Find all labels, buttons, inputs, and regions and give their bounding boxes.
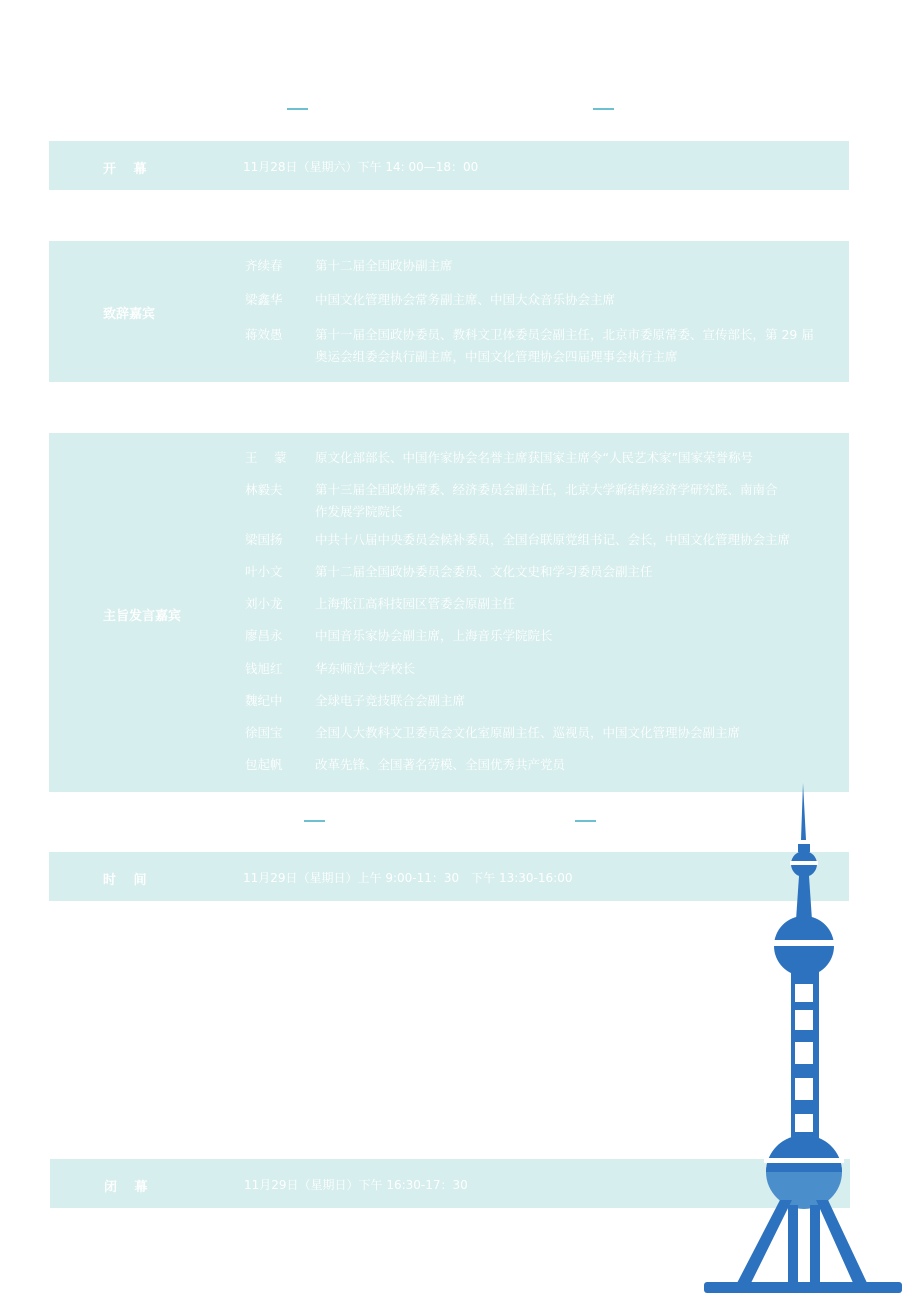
guest-title: 第十三届全国政协常委、经济委员会副主任，北京大学新结构经济学研究院、南南合作发展学院院长 (315, 482, 778, 519)
guest-name: 齐续春 (245, 258, 283, 273)
oriental-pearl-tower-icon (700, 780, 902, 1295)
guest-name: 钱旭红 (245, 661, 283, 676)
guest-name: 包起帆 (245, 757, 283, 772)
divider-dash (287, 108, 308, 110)
session-time-value: 11月29日（星期日）上午 9:00-11：30 下午 13:30-16:00 (243, 871, 573, 885)
guest-name: 王 蒙 (245, 450, 287, 465)
guest-name: 梁国扬 (245, 532, 283, 547)
divider-dash (593, 108, 614, 110)
closing-label: 闭 幕 (104, 1180, 148, 1195)
closing-time: 11月29日（星期日）下午 16:30-17：30 (244, 1178, 468, 1192)
guest-name: 廖昌永 (245, 628, 283, 643)
guest-name: 徐国宝 (245, 725, 283, 740)
guest-title: 全球电子竞技联合会副主席 (315, 693, 466, 708)
guest-title: 中国文化管理协会常务副主席、中国大众音乐协会主席 (315, 292, 616, 307)
keynote-guests-band (49, 433, 849, 792)
session-time-label: 时 间 (103, 873, 147, 888)
guest-title: 第十二届全国政协副主席 (315, 258, 453, 273)
guest-name: 梁鑫华 (245, 292, 283, 307)
guest-title: 第十二届全国政协委员会委员、文化文史和学习委员会副主任 (315, 564, 653, 579)
guest-title: 华东师范大学校长 (315, 661, 416, 676)
guest-name: 叶小文 (245, 564, 283, 579)
guest-title: 上海张江高科技园区管委会原副主任 (315, 596, 516, 611)
divider-dash (304, 820, 325, 822)
guest-name: 魏纪中 (245, 693, 283, 708)
speech-guests-label: 致辞嘉宾 (103, 307, 156, 322)
guest-name: 刘小龙 (245, 596, 283, 611)
guest-title: 中国音乐家协会副主席，上海音乐学院院长 (315, 628, 553, 643)
guest-title: 中共十八届中央委员会候补委员，全国台联原党组书记、会长，中国文化管理协会主席 (315, 532, 791, 547)
guest-title: 改革先锋、全国著名劳模、全国优秀共产党员 (315, 757, 566, 772)
guest-title: 全国人大教科文卫委员会文化室原副主任、巡视员，中国文化管理协会副主席 (315, 725, 741, 740)
guest-title: 原文化部部长、中国作家协会名誉主席获国家主席令“人民艺术家”国家荣誉称号 (315, 450, 753, 465)
guest-name: 林毅夫 (245, 482, 283, 497)
guest-name: 蒋效愚 (245, 327, 283, 342)
opening-time: 11月28日（星期六）下午 14: 00—18：00 (243, 160, 479, 174)
opening-label: 开 幕 (103, 162, 147, 177)
speech-guests-band (49, 241, 849, 382)
divider-dash (575, 820, 596, 822)
guest-title: 第十一届全国政协委员、教科文卫体委员会副主任，北京市委原常委、宣传部长，第 29 届奥运会组委会执行副主席，中国文化管理协会四届理事会执行主席 (315, 327, 814, 364)
keynote-guests-label: 主旨发言嘉宾 (103, 609, 182, 624)
opening-band (49, 141, 849, 190)
